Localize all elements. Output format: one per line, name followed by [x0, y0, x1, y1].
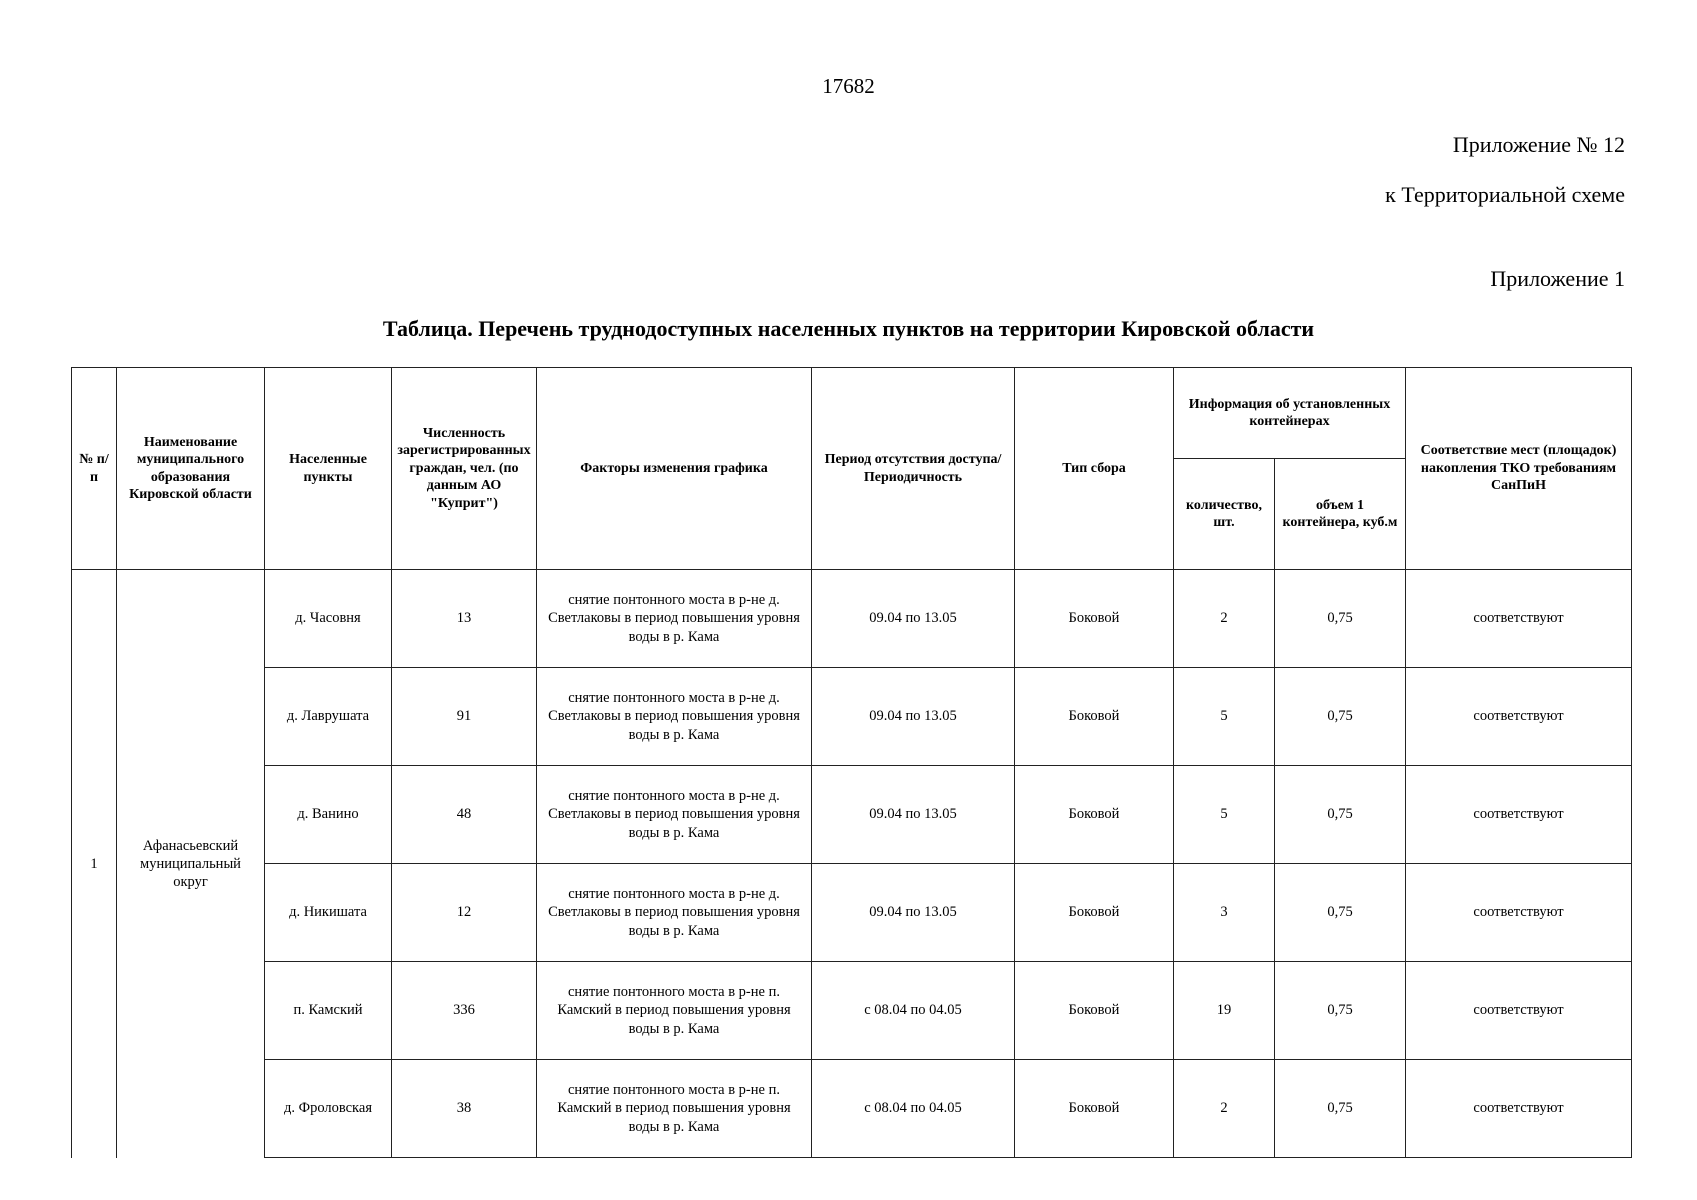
- cell-factor: снятие понтонного моста в р-не п. Камский в период повышения уровня воды в р. Кама: [537, 962, 812, 1060]
- cell-factor: снятие понтонного моста в р-не д. Светлаковы в период повышения уровня воды в р. Кама: [537, 668, 812, 766]
- cell-population: 12: [392, 864, 537, 962]
- cell-period: 09.04 по 13.05: [812, 766, 1015, 864]
- cell-type: Боковой: [1015, 864, 1174, 962]
- cell-settlement: п. Камский: [265, 962, 392, 1060]
- cell-period: 09.04 по 13.05: [812, 668, 1015, 766]
- cell-population: 336: [392, 962, 537, 1060]
- cell-period: с 08.04 по 04.05: [812, 1060, 1015, 1158]
- header-collection-type: Тип сбора: [1015, 368, 1174, 570]
- cell-volume: 0,75: [1275, 864, 1406, 962]
- header-period: Период отсутствия доступа/Периодичность: [812, 368, 1015, 570]
- table-row: [72, 962, 1632, 1060]
- header-factors: Факторы изменения графика: [537, 368, 812, 570]
- table-row: [72, 668, 1632, 766]
- cell-volume: 0,75: [1275, 766, 1406, 864]
- cell-type: Боковой: [1015, 570, 1174, 668]
- cell-period: 09.04 по 13.05: [812, 570, 1015, 668]
- header-count: количество, шт.: [1174, 459, 1275, 570]
- cell-settlement: д. Фроловская: [265, 1060, 392, 1158]
- cell-factor: снятие понтонного моста в р-не д. Светлаковы в период повышения уровня воды в р. Кама: [537, 766, 812, 864]
- cell-compliance: соответствуют: [1406, 766, 1632, 864]
- table-row: [72, 766, 1632, 864]
- cell-population: 13: [392, 570, 537, 668]
- header-population: Численность зарегистрированных граждан, чел. (по данным АО "Куприт"): [392, 368, 537, 570]
- cell-count: 3: [1174, 864, 1275, 962]
- cell-compliance: соответствуют: [1406, 570, 1632, 668]
- cell-population: 38: [392, 1060, 537, 1158]
- cell-period: 09.04 по 13.05: [812, 864, 1015, 962]
- cell-type: Боковой: [1015, 766, 1174, 864]
- cell-settlement: д. Никишата: [265, 864, 392, 962]
- cell-count: 5: [1174, 668, 1275, 766]
- cell-count: 19: [1174, 962, 1275, 1060]
- cell-compliance: соответствуют: [1406, 668, 1632, 766]
- cell-factor: снятие понтонного моста в р-не д. Светлаковы в период повышения уровня воды в р. Кама: [537, 570, 812, 668]
- cell-type: Боковой: [1015, 1060, 1174, 1158]
- cell-compliance: соответствуют: [1406, 864, 1632, 962]
- cell-settlement: д. Часовня: [265, 570, 392, 668]
- cell-volume: 0,75: [1275, 962, 1406, 1060]
- cell-compliance: соответствуют: [1406, 1060, 1632, 1158]
- cell-count: 2: [1174, 570, 1275, 668]
- cell-count: 5: [1174, 766, 1275, 864]
- header-municipality: Наименование муниципального образования Кировской области: [117, 368, 265, 570]
- header-num: № п/п: [72, 368, 117, 570]
- cell-factor: снятие понтонного моста в р-не п. Камский в период повышения уровня воды в р. Кама: [537, 1060, 812, 1158]
- cell-volume: 0,75: [1275, 570, 1406, 668]
- cell-settlement: д. Ванино: [265, 766, 392, 864]
- cell-settlement: д. Лаврушата: [265, 668, 392, 766]
- table-row: [72, 570, 1632, 668]
- cell-factor: снятие понтонного моста в р-не д. Светлаковы в период повышения уровня воды в р. Кама: [537, 864, 812, 962]
- cell-type: Боковой: [1015, 962, 1174, 1060]
- appendix-reference: к Территориальной схеме: [1385, 182, 1625, 207]
- group-municipality: Афанасьевский муниципальный округ: [117, 570, 265, 1158]
- page-number: 17682: [822, 74, 875, 98]
- settlements-table: [71, 367, 1632, 1158]
- header-containers-group: Информация об установленных контейнерах: [1174, 368, 1406, 459]
- appendix-number: Приложение № 12: [1452, 132, 1625, 157]
- header-volume: объем 1 контейнера, куб.м: [1275, 459, 1406, 570]
- cell-period: с 08.04 по 04.05: [812, 962, 1015, 1060]
- table-title: Таблица. Перечень труднодоступных населенных пунктов на территории Кировской области: [382, 316, 1315, 341]
- cell-type: Боковой: [1015, 668, 1174, 766]
- cell-volume: 0,75: [1275, 668, 1406, 766]
- group-number: 1: [72, 570, 117, 1158]
- cell-compliance: соответствуют: [1406, 962, 1632, 1060]
- cell-population: 91: [392, 668, 537, 766]
- table-row: [72, 864, 1632, 962]
- appendix-sub-number: Приложение 1: [1490, 266, 1625, 291]
- cell-count: 2: [1174, 1060, 1275, 1158]
- table-row: [72, 1060, 1632, 1158]
- header-settlements: Населенные пункты: [265, 368, 392, 570]
- cell-population: 48: [392, 766, 537, 864]
- header-compliance: Соответствие мест (площадок) накопления ТКО требованиям СанПиН: [1406, 368, 1632, 570]
- cell-volume: 0,75: [1275, 1060, 1406, 1158]
